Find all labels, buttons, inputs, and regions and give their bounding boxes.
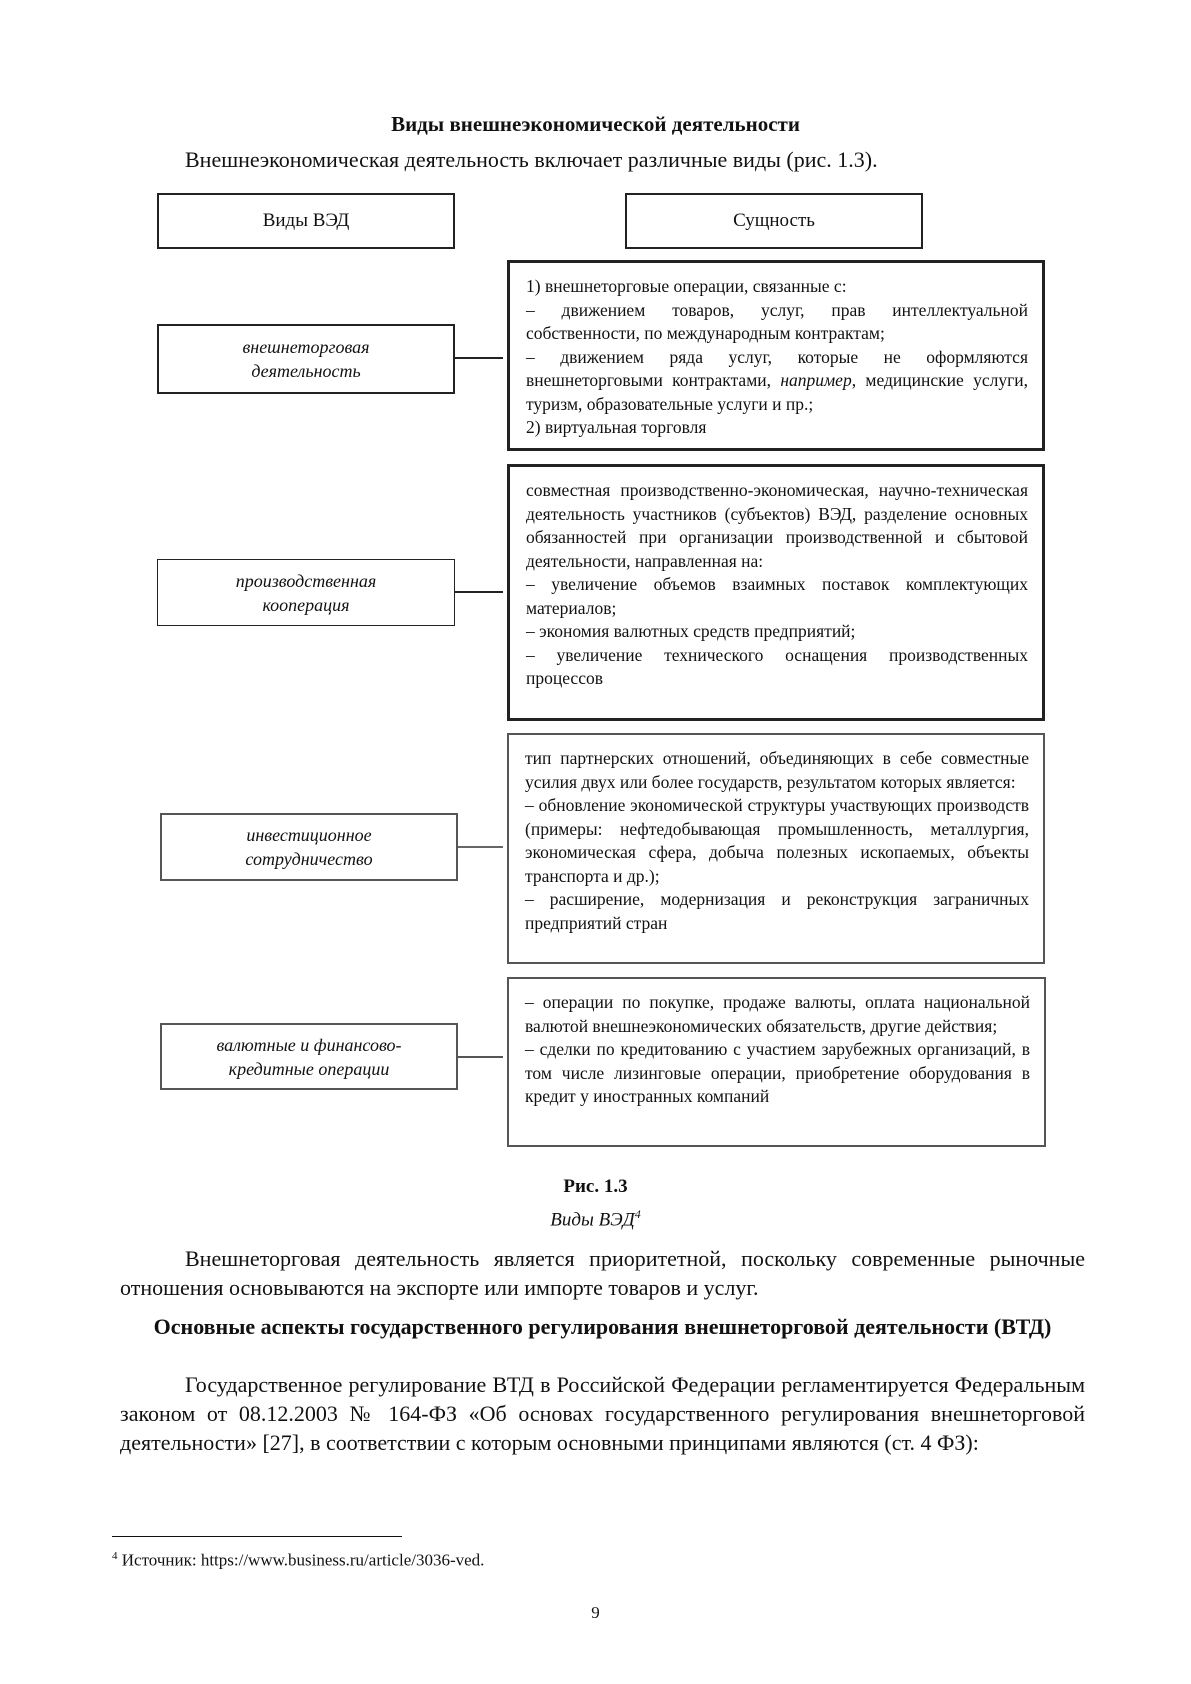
essence-line — [526, 346, 1028, 417]
type-label-line2: кредитные операции — [228, 1058, 390, 1079]
essence-box-currency-credit-operations — [507, 977, 1046, 1147]
type-box-currency-credit-operations — [160, 1023, 458, 1090]
essence-line: – сделки по кредитованию с участием зарубежных организаций, в том числе лизинговые операции, приобретение оборудования в кредит у иностранных компаний — [525, 1039, 1030, 1106]
footnote-separator — [112, 1536, 402, 1537]
type-box-foreign-trade — [157, 324, 455, 394]
essence-box-foreign-trade — [507, 260, 1045, 451]
type-label-line1: внешнеторговая — [242, 337, 370, 357]
intro-text: Внешнеэкономическая деятельность включает различные виды (рис. 1.3). — [185, 147, 878, 172]
essence-line: 2) виртуальная торговля — [526, 417, 707, 437]
type-label-line1: валютные и финансово- — [216, 1034, 402, 1055]
type-label-line1: производственная — [235, 570, 377, 591]
footnote-text: Источник: https://www.business.ru/article/3036-ved. — [117, 1550, 485, 1570]
essence-line: – обновление экономической структуры участвующих производств (примеры: нефтедобывающая промышленность, металлургия, экономическая сфера, добыча полезных ископаемых, объекты транспорта и др.); — [525, 795, 1029, 886]
footnote — [112, 1550, 484, 1571]
header-types-box — [157, 193, 455, 249]
essence-text: – движением ряда услуг, которые не оформляются внешнеторговыми контрактами, — [526, 346, 1028, 390]
essence-box-industrial-cooperation — [507, 464, 1045, 721]
essence-line: – операции по покупке, продаже валюты, оплата национальной валютой внешнеэкономических обязательств, другие действия; — [525, 992, 1030, 1036]
type-label-line2: сотрудничество — [245, 849, 373, 869]
essence-line: – расширение, модернизация и реконструкция заграничных предприятий стран — [525, 889, 1029, 933]
header-essence-box — [625, 193, 923, 249]
essence-line: – движением товаров, услуг, прав интеллектуальной собственности, по международным контрактам; — [526, 299, 1028, 343]
paragraph-2: Государственное регулирование ВТД в Российской Федерации регламентируется Федеральным законом от 08.12.2003 № 164-ФЗ «Об основах государственного регулирования внешнеторговой деятельности» [27], в соответствии с которым основными принципами являются (ст. 4 ФЗ): — [120, 1372, 1085, 1455]
section-title: Виды внешнеэкономической деятельности — [391, 112, 800, 136]
essence-text: , медицинские услуги, туризм, образовательные услуги и пр.; — [526, 370, 1028, 414]
type-box-investment-cooperation — [160, 813, 458, 881]
type-label-line1: инвестиционное — [246, 825, 372, 845]
paragraph-1: Внешнеторговая деятельность является приоритетной, поскольку современные рыночные отношения основываются на экспорте или импорте товаров и услуг. — [120, 1246, 1085, 1300]
subsection-heading: Основные аспекты государственного регулирования внешнеторговой деятельности (ВТД) — [153, 1314, 1052, 1339]
essence-line: совместная производственно-экономическая, научно-техническая деятельность участников (субъектов) ВЭД, разделение основных обязанностей при организации производственной и сбытовой деятельности, направленная на: — [526, 480, 1028, 571]
type-label-line2: деятельность — [251, 361, 361, 381]
essence-line: тип партнерских отношений, объединяющих в себе совместные усилия двух или более государств, результатом которых является: — [525, 748, 1029, 792]
essence-line: – экономия валютных средств предприятий; — [526, 621, 856, 641]
essence-italic: например — [780, 370, 852, 390]
type-box-industrial-cooperation — [157, 559, 455, 626]
page-number: 9 — [591, 1603, 600, 1622]
essence-line: 1) внешнеторговые операции, связанные с: — [526, 276, 847, 296]
figure-caption-text: Виды ВЭД — [550, 1209, 635, 1231]
figure-label: Рис. 1.3 — [563, 1176, 628, 1197]
type-label-line2: кооперация — [262, 594, 350, 615]
figure-caption — [0, 1207, 1191, 1231]
footnote-ref[interactable]: 4 — [634, 1207, 641, 1221]
essence-box-investment-cooperation — [507, 733, 1045, 964]
header-types-label: Виды ВЭД — [262, 210, 350, 231]
essence-line: – увеличение объемов взаимных поставок комплектующих материалов; — [526, 574, 1028, 618]
essence-line: – увеличение технического оснащения производственных процессов — [526, 644, 1028, 688]
footnote-number: 4 — [112, 1550, 118, 1562]
header-essence-label: Сущность — [733, 210, 815, 231]
